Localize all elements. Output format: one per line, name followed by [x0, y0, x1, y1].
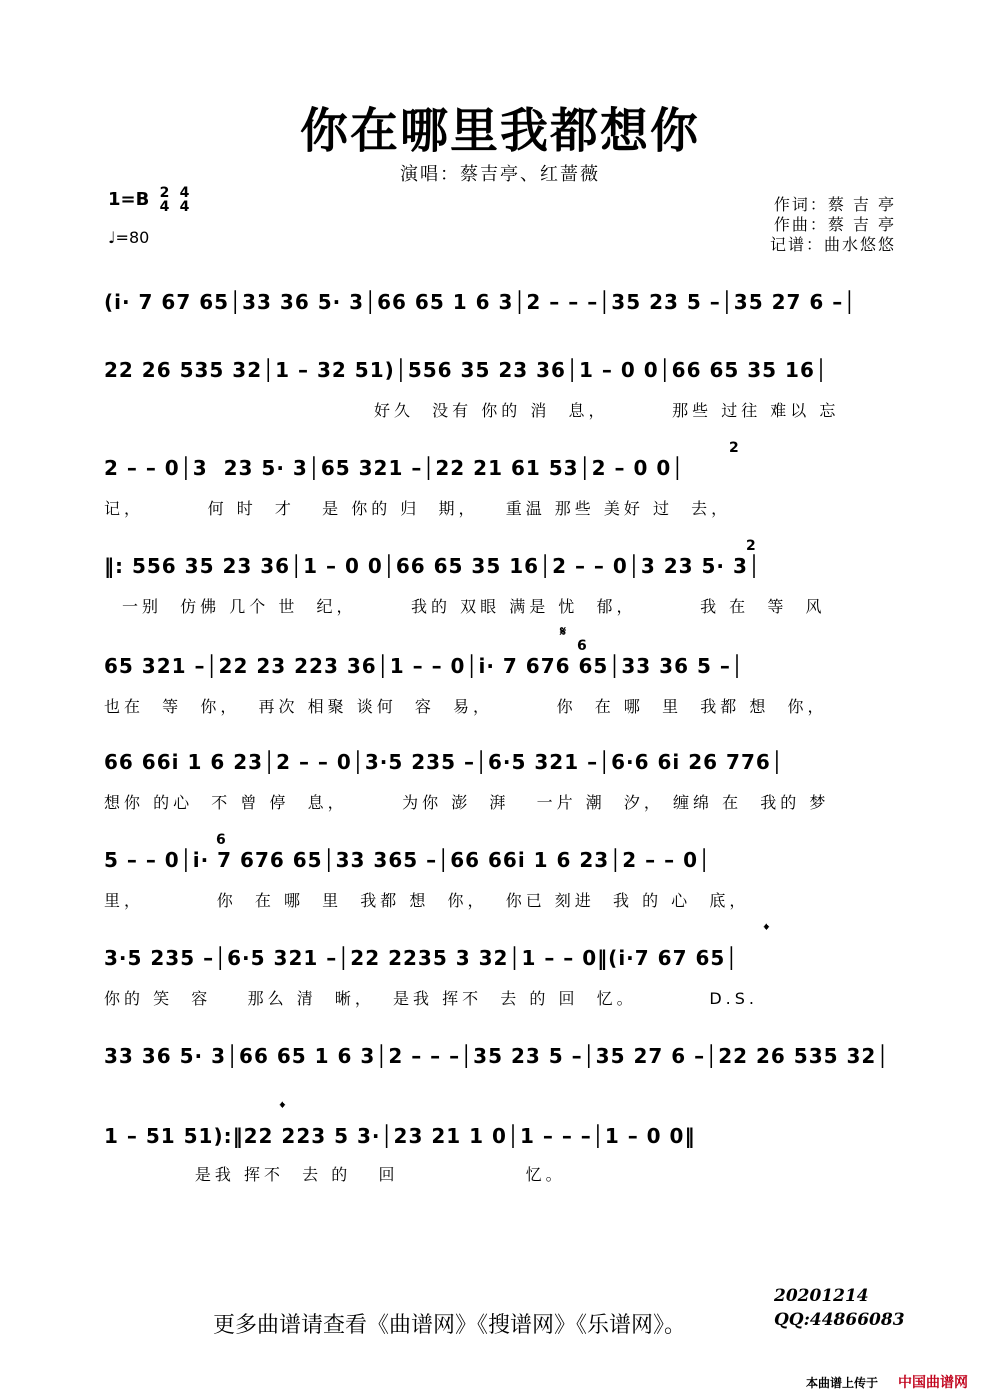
key-label: 1=B [108, 189, 150, 210]
lyric-text: 记， 何 时 才 是 你的 归 期， 重温 那些 美好 过 去， [104, 499, 732, 518]
notation-line [104, 546, 899, 594]
site-logo: 中国曲谱网 [898, 1375, 968, 1391]
lyric-line [104, 496, 899, 522]
notation-text: 3·5 235 –│6·5 321 –│22 2235 3 32│1 – – 0‖(i·7 67 65│ [104, 946, 739, 970]
volta-6-mark: 6 [216, 832, 226, 848]
footer-note: 更多曲谱请查看《曲谱网》《搜谱网》《乐谱网》。 [213, 1313, 687, 1338]
notation-text: 22 26 535 32│1 – 32 51)│556 35 23 36│1 – 0 0│66 65 35 16│ [104, 358, 828, 382]
notation-text: 33 36 5· 3│66 65 1 6 3│2 – – –│35 23 5 –│35 27 6 –│22 26 535 32│ [104, 1044, 890, 1068]
coda-mark: 𝄌 [764, 922, 769, 938]
lyric-text: 你的 笑 容 那么 清 晰， 是我 挥不 去 的 回 忆。 D.S. [104, 989, 758, 1008]
contact-qq: QQ:44866083 [774, 1310, 905, 1330]
notation-text: ‖: 556 35 23 36│1 – 0 0│66 65 35 16│2 – – 0│3 23 5· 3│ [104, 554, 761, 578]
transcriber-credit: 记谱：曲水悠悠 [769, 235, 896, 254]
notation-line [104, 448, 899, 496]
notation-line [104, 646, 899, 694]
notation-text: 1 – 51 51):‖22 223 5 3·│23 21 1 0│1 – – –│1 – 0 0‖ [104, 1124, 696, 1148]
lyric-text: 是我 挥不 去 的 回 忆。 [104, 1165, 566, 1184]
notation-text: 2 – – 0│3 23 5· 3│65 321 –│22 21 61 53│2 – 0 0│ [104, 456, 685, 480]
notation-text: 5 – – 0│i· 7 676 65│33 365 –│66 66i 1 6 23│2 – – 0│ [104, 848, 712, 872]
notation-line [104, 282, 899, 330]
tempo-mark: ♩=80 [108, 228, 150, 247]
meter-a: 2 4 [159, 185, 170, 215]
lyric-text: 也在 等 你， 再次 相聚 谈何 容 易， 你 在 哪 里 我都 想 你， [104, 697, 828, 716]
segno-mark: 𝄋 [560, 624, 567, 640]
lyric-line [104, 594, 899, 620]
notation-text: 66 66i 1 6 23│2 – – 0│3·5 235 –│6·5 321 –│6·6 6i 26 776│ [104, 750, 784, 774]
lyric-text: 好久 没有 你的 消 息， 那些 过往 难以 忘 [374, 401, 840, 420]
lyric-line [104, 888, 899, 914]
notation-line [104, 350, 899, 398]
upload-note: 本曲谱上传于 [806, 1376, 879, 1390]
notation-line [104, 1036, 899, 1084]
lyric-line [104, 398, 899, 424]
lyric-line [104, 1162, 899, 1188]
notation-text: 65 321 –│22 23 223 36│1 – – 0│i· 7 676 65│33 36 5 –│ [104, 654, 744, 678]
volta-6-mark: 6 [577, 638, 587, 654]
lyric-line [104, 790, 899, 816]
transcription-date: 20201214 [774, 1286, 869, 1306]
page-title: 你在哪里我都想你 [299, 103, 700, 159]
lyric-text: 想你 的心 不 曾 停 息， 为你 澎 湃 一片 潮 汐， 缠绵 在 我的 梦 [104, 793, 830, 812]
singer-credit: 演唱：蔡吉亭、红蔷薇 [400, 164, 600, 185]
lyricist-credit: 作词：蔡 吉 亭 [773, 195, 896, 214]
notation-line [104, 1116, 899, 1164]
notation-text: (i· 7 67 65│33 36 5· 3│66 65 1 6 3│2 – – –│35 23 5 –│35 27 6 –│ [104, 290, 857, 314]
lyric-text: 一别 仿佛 几个 世 纪， 我的 双眼 满是 忧 郁， 我 在 等 风 [122, 597, 826, 616]
meter-b: 4 4 [179, 185, 190, 215]
lyric-line [104, 986, 899, 1012]
coda-mark: 𝄌 [280, 1100, 285, 1116]
lyric-line [104, 694, 899, 720]
notation-line [104, 742, 899, 790]
volta-2-mark: 2 [729, 440, 739, 456]
notation-line [104, 938, 899, 986]
composer-credit: 作曲：蔡 吉 亭 [773, 215, 896, 234]
volta-2-mark: 2 [746, 538, 756, 554]
key-signature [108, 186, 189, 214]
lyric-text: 里， 你 在 哪 里 我都 想 你， 你已 刻进 我 的 心 底， [104, 891, 750, 910]
